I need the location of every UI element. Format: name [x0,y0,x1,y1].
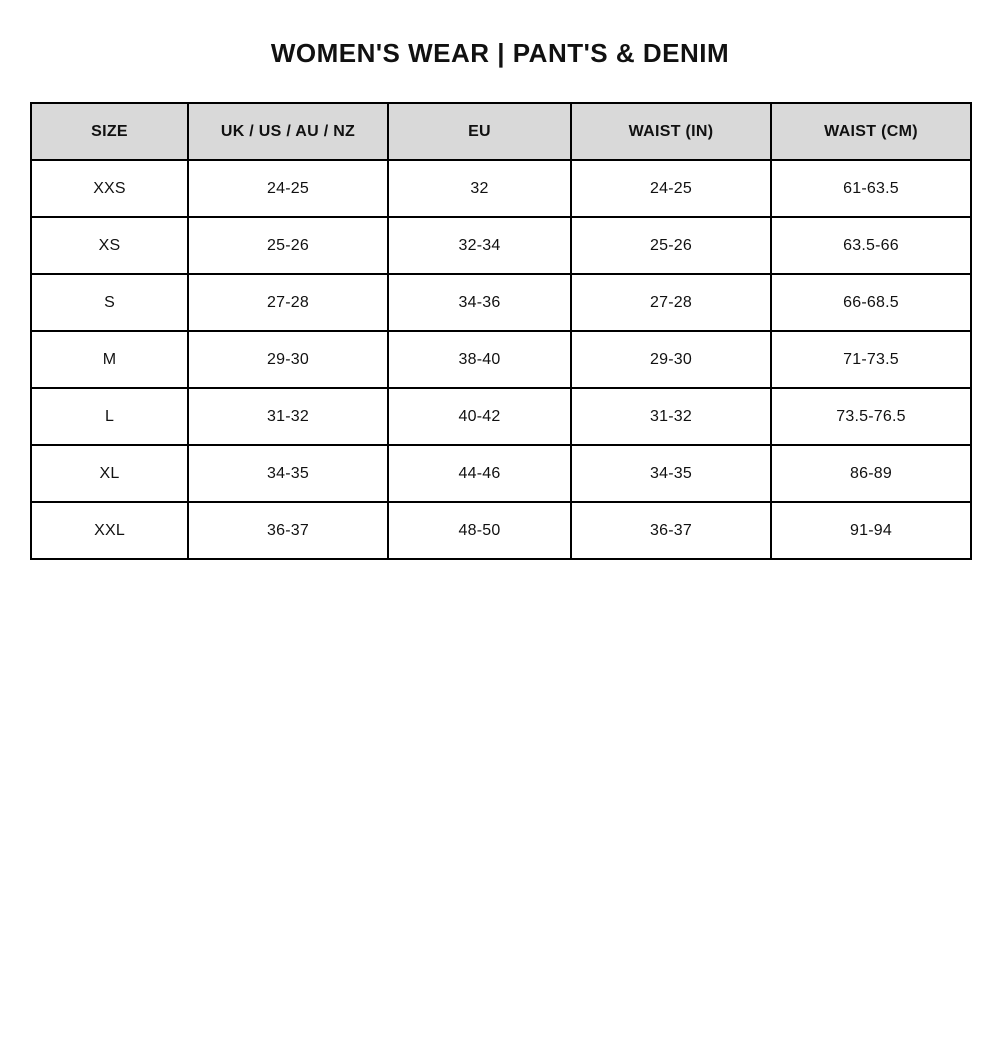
table-cell-waist-cm: 63.5-66 [771,217,971,274]
table-cell-waist-in: 34-35 [571,445,771,502]
table-cell-size: M [31,331,188,388]
table-cell-waist-in: 24-25 [571,160,771,217]
table-row [31,331,971,388]
table-cell-waist-cm: 91-94 [771,502,971,559]
table-row [31,445,971,502]
table-cell-waist-in: 25-26 [571,217,771,274]
table-cell-eu: 44-46 [388,445,571,502]
table-cell-uk: 34-35 [188,445,388,502]
table-cell-eu: 32-34 [388,217,571,274]
table-cell-uk: 27-28 [188,274,388,331]
column-header-waist-in: WAIST (IN) [571,103,771,160]
table-cell-uk: 25-26 [188,217,388,274]
table-cell-eu: 32 [388,160,571,217]
table-row [31,274,971,331]
table-cell-waist-cm: 86-89 [771,445,971,502]
table-cell-waist-in: 27-28 [571,274,771,331]
table-cell-eu: 40-42 [388,388,571,445]
table-cell-uk: 36-37 [188,502,388,559]
table-cell-size: XXS [31,160,188,217]
table-row [31,217,971,274]
size-chart-table [30,102,972,560]
table-cell-waist-in: 31-32 [571,388,771,445]
table-cell-size: XXL [31,502,188,559]
table-cell-uk: 29-30 [188,331,388,388]
table-cell-size: XS [31,217,188,274]
column-header-size: SIZE [31,103,188,160]
table-cell-size: S [31,274,188,331]
page-title: WOMEN'S WEAR | PANT'S & DENIM [270,38,730,68]
table-cell-waist-cm: 71-73.5 [771,331,971,388]
table-cell-size: L [31,388,188,445]
table-row [31,502,971,559]
table-cell-waist-in: 36-37 [571,502,771,559]
column-header-uk-us-au-nz: UK / US / AU / NZ [188,103,388,160]
table-cell-uk: 24-25 [188,160,388,217]
table-cell-eu: 48-50 [388,502,571,559]
table-cell-waist-in: 29-30 [571,331,771,388]
table-row [31,388,971,445]
table-row [31,160,971,217]
table-cell-size: XL [31,445,188,502]
table-cell-eu: 34-36 [388,274,571,331]
table-cell-eu: 38-40 [388,331,571,388]
table-cell-waist-cm: 73.5-76.5 [771,388,971,445]
header-row [31,103,971,160]
table-cell-uk: 31-32 [188,388,388,445]
column-header-waist-cm: WAIST (CM) [771,103,971,160]
table-cell-waist-cm: 61-63.5 [771,160,971,217]
column-header-eu: EU [388,103,571,160]
table-cell-waist-cm: 66-68.5 [771,274,971,331]
size-guide-page [0,38,1000,1038]
